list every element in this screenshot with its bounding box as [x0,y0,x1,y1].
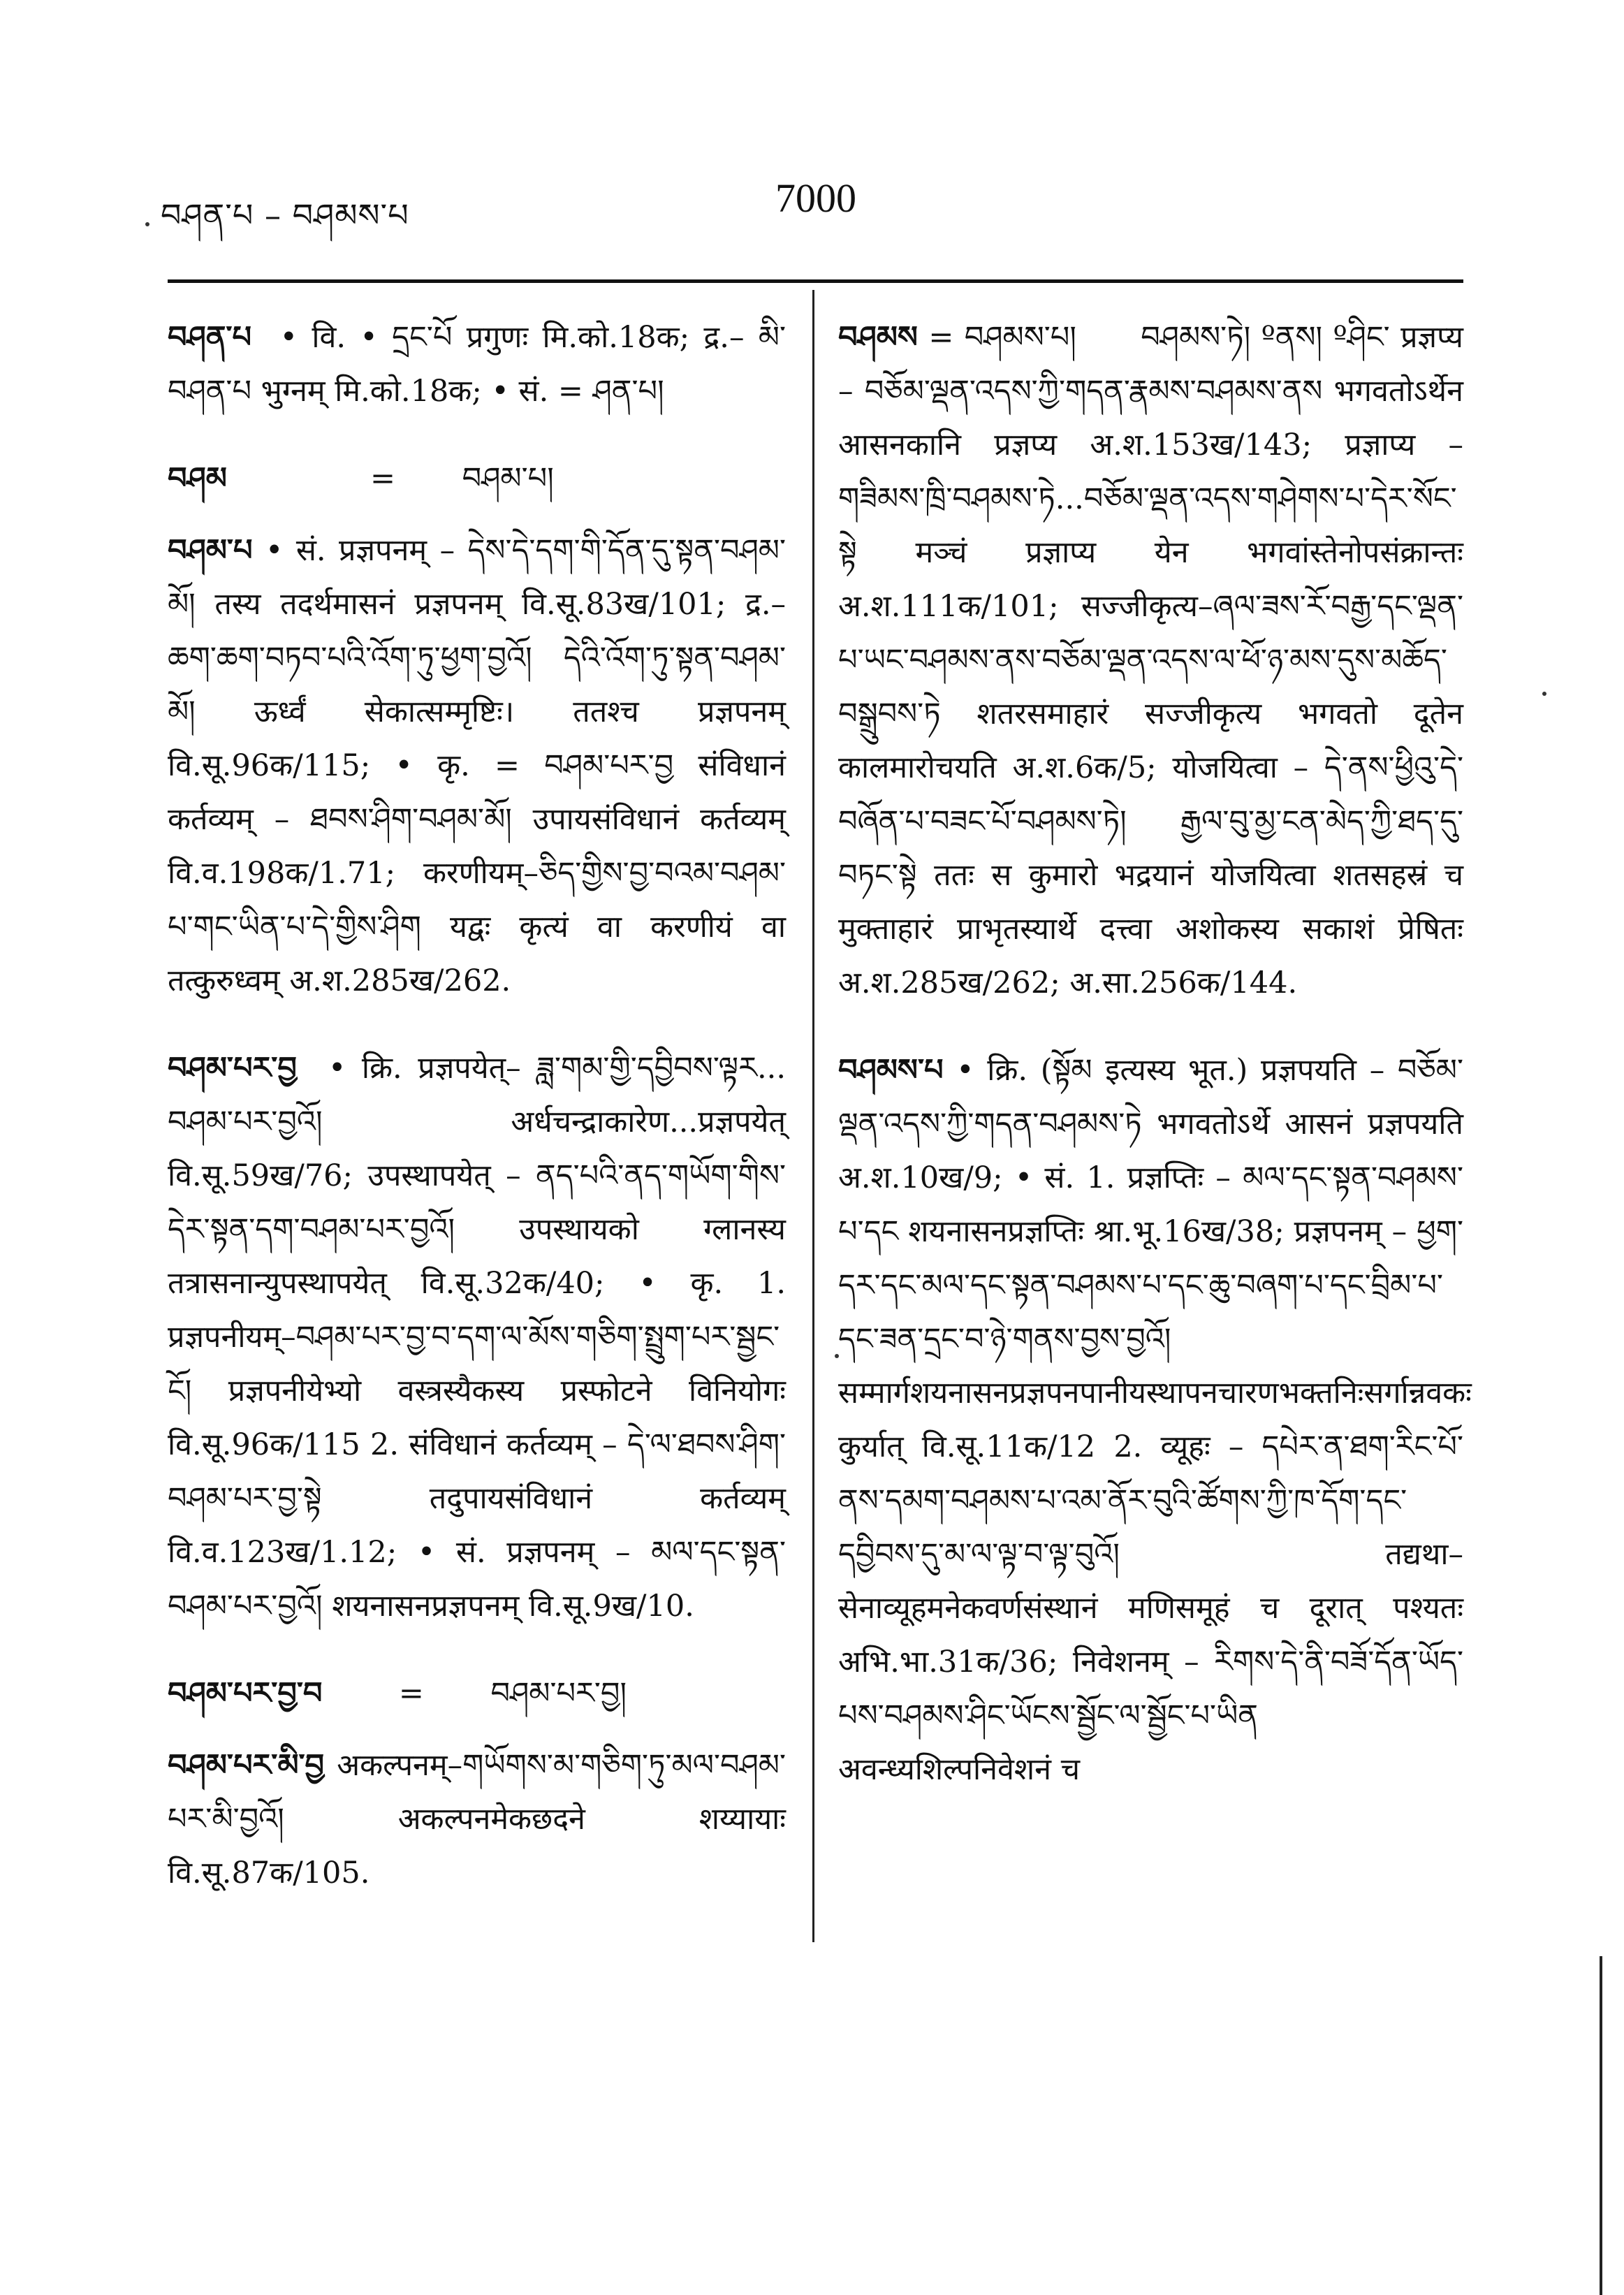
dictionary-entry [168,1667,786,1721]
dictionary-entry [168,524,796,1008]
entry-headword: བཤམས [838,320,918,355]
entry-text: • वि. • དྲང་པོ प्रगुणः मि.को.18क; द्र.– མི་བཤན་པ भुग्नम् मि.को.18क; • सं. = ཤན་པ། [168,320,786,409]
dictionary-entry [168,311,786,418]
page-number: 7000 [775,175,856,221]
entry-headword: བཤམ [168,461,227,496]
header-divider [168,279,1463,283]
entry-headword: བཤམ་པར་མི་བྱ [168,1748,325,1783]
entry-headword: བཤམ་པར་བྱ་བ [168,1676,323,1711]
dictionary-entry [838,1044,1482,1797]
entry-text: = བཤམ་པ། [226,461,554,496]
dictionary-entry [168,452,786,506]
entry-text: • क्रि. प्रज्ञपयेत्– ཟླ་གམ་གྱི་དབྱིབས་ལྟར... བཤམ་པར་བྱའོ། अर्धचन्द्राकारेण...प्रज्ञपयेत् वि.सू.59ख/76; उपस्थापयेत् – ནད་པའི་ནད་གཡོག་གིས་དེར་སྟན་དག་བཤམ་པར་བྱའོ། उपस्थायको ग्लानस्य तत्रासनान्युपस्थापयेत् वि.सू.32क/40; • कृ. 1. प्रज्ञपनीयम्–བཤམ་པར་བྱ་བ་དག་ལ་མོས་གཅིག་སྤྲུག་པར་སྦྱང་ངོ། प्रज्ञपनीयेभ्यो वस्त्रस्यैकस्य प्रस्फोटने विनियोगः वि.सू.96क/115 2. संविधानं कर्तव्यम् – དེ་ལ་ཐབས་ཤིག་བཤམ་པར་བྱ་སྟེ तदुपायसंविधानं कर्तव्यम् वि.व.123ख/1.12; • सं. प्रज्ञपनम् – མལ་དང་སྟན་བཤམ་པར་བྱའོ། शयनासनप्रज्ञपनम् वि.सू.9ख/10. [168,1051,796,1624]
stray-dot [145,222,149,226]
entry-text: अकल्पनम्–གཡོགས་མ་གཅིག་ཏུ་མལ་བཤམ་པར་མི་བྱའོ། अकल्पनमेकछदने शय्यायाः वि.सू.87क/105. [168,1748,796,1890]
entry-text: • सं. प्रज्ञपनम् – དེས་དེ་དག་གི་དོན་དུ་སྟན་བཤམ་མོ། तस्य तदर्थमासनं प्रज्ञपनम् वि.सू.83ख/101; द्र.– ཆག་ཆག་བཏབ་པའི་འོག་ཏུ་ཕྱག་བྱའོ། དེའི་འོག་ཏུ་སྟན་བཤམ་མོ། ऊर्ध्वं सेकात्सम्मृष्टिः। ततश्च प्रज्ञपनम् वि.सू.96क/115; • कृ. = བཤམ་པར་བྱ संविधानं कर्तव्यम् – ཐབས་ཤིག་བཤམ་མོ། उपायसंविधानं कर्तव्यम् वि.व.198क/1.71; करणीयम्–ཅིད་གྱིས་བྱ་བའམ་བཤམ་པ་གང་ཡིན་པ་དེ་གྱིས་ཤིག यद्वः कृत्यं वा करणीयं वा तत्कुरुध्वम् अ.श.285ख/262. [168,533,796,998]
entry-headword: བཤམས་པ [838,1053,944,1088]
entry-headword: བཤམ་པར་བྱ [168,1051,297,1086]
stray-dot [1542,692,1546,696]
dictionary-entry [838,311,1473,1010]
page-edge-line [1600,1956,1602,2295]
entry-headword: བཤམ་པ [168,533,253,568]
dictionary-entry [168,1739,796,1900]
entry-text: = བཤམས་པ། བཤམས་ཏེ། ºནས། ºཤིང་ प्रज्ञप्य – བཅོམ་ལྡན་འདས་ཀྱི་གདན་རྣམས་བཤམས་ནས भगवतोऽर्थेन आसनकानि प्रज्ञप्य अ.श.153ख/143; प्रज्ञाप्य – གཟིམས་ཁྲི་བཤམས་ཏེ...བཅོམ་ལྡན་འདས་གཤེགས་པ་དེར་སོང་སྟེ मञ्चं प्रज्ञाप्य येन भगवांस्तेनोपसंक्रान्तः अ.श.111क/101; सज्जीकृत्य–ཞལ་ཟས་རོ་བརྒྱ་དང་ལྡན་པ་ཡང་བཤམས་ནས་བཅོམ་ལྡན་འདས་ལ་ཕོ་ཉ་མས་དུས་མཆོད་བསྒྲུབས་ཏེ शतरसमाहारं सज्जीकृत्य भगवतो दूतेन कालमारोचयति अ.श.6क/5; योजयित्वा – དེ་ནས་ཕྱིའུ་དེ་བཞོན་པ་བཟང་པོ་བཤམས་ཏེ། རྒྱལ་བུ་མྱ་ངན་མེད་ཀྱི་ཐད་དུ་བཏང་སྟེ ततः स कुमारो भद्रयानं योजयित्वा शतसहस्रं च मुक्ताहारं प्राभृतस्यार्थे दत्त्वा अशोकस्य सकाशं प्रेषितः अ.श.285ख/262; अ.सा.256क/144. [838,320,1473,1000]
dictionary-entry [168,1042,796,1633]
entry-text: = བཤམ་པར་བྱ། [322,1676,627,1711]
entry-text: • क्रि. (སྟོམ इत्यस्य भूत.) प्रज्ञपयति – བཅོམ་ལྡན་འདས་ཀྱི་གདན་བཤམས་ཏེ भगवतोऽर्थे आसनं प्रज्ञपयति अ.श.10ख/9; • सं. 1. प्रज्ञप्तिः – མལ་དང་སྟན་བཤམས་པ་དང शयनासनप्रज्ञप्तिः श्रा.भू.16ख/38; प्रज्ञपनम् – ཕྱག་དར་དང་མལ་དང་སྟན་བཤམས་པ་དང་ཆུ་བཞག་པ་དང་བྲིམ་པ་དང་ཟན་དྲང་བ་ཉེ་གནས་བྱས་བྱའོ། सम्मार्गशयनासनप्रज्ञपनपानीयस्थापनचारणभक्तनिःसर्गान्नवकः कुर्यात् वि.सू.11क/12 2. व्यूहः – དཔེར་ན་ཐག་རིང་པོ་ནས་དམག་བཤམས་པ་འམ་ནོར་བུའི་ཚོགས་ཀྱི་ཁ་དོག་དང་དབྱིབས་དུ་མ་ལ་ལྟ་བ་ལྟ་བུའོ། तद्यथा–सेनाव्यूहमनेकवर्णसंस्थानं मणिसमूहं च दूरात् पश्यतः अभि.भा.31क/36; निवेशनम् – རིགས་དེ་ནི་བཟོ་དོན་ཡོད་པས་བཤམས་ཤིང་ཡོངས་སྦྱོང་ལ་སྦྱོང་པ་ཡིན अवन्ध्यशिल्पनिवेशनं च [838,1053,1482,1787]
right-column [838,311,1482,1830]
column-divider [812,290,814,1942]
left-column [168,311,796,1934]
entry-headword: བཤན་པ [168,320,252,355]
header-range: བཤན་པ – བཤམས་པ [161,196,409,234]
